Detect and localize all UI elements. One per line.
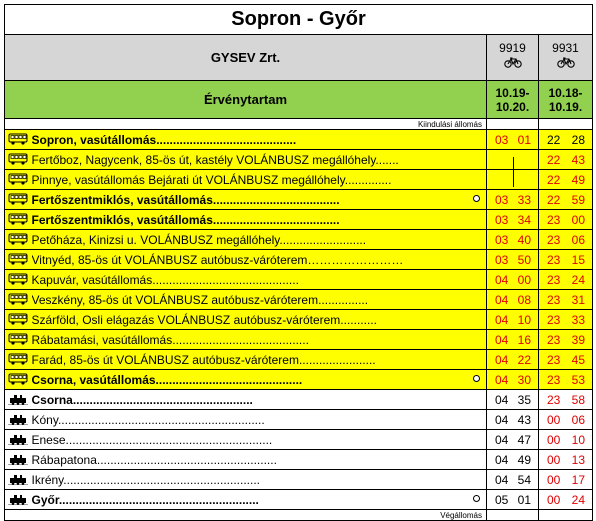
stop-name [32,390,487,410]
time-minute: 00 [517,272,531,287]
departure-time-train-1 [487,390,539,410]
departure-time-train-2 [539,330,593,350]
stop-row [5,370,593,390]
stop-name [32,450,487,470]
departure-time-train-2 [539,310,593,330]
time-minute: 35 [517,392,531,407]
time-hour: 23 [547,272,561,287]
time-hour: 22 [547,172,561,187]
stop-name-text: Farád, 85-ös út VOLÁNBUSZ autóbusz-váróterem....................... [31,352,376,367]
stop-row [5,470,593,490]
train-icon [5,470,32,490]
stop-name-text: Enese.............................................................. [31,432,273,447]
stop-name [32,430,487,450]
bus-icon [5,290,32,310]
time-minute: 08 [517,292,531,307]
stop-name [32,490,487,510]
stop-name [32,130,487,150]
stop-row [5,230,593,250]
bus-icon [5,250,32,270]
time-hour: 04 [495,292,509,307]
train-number-1: 9919 [487,35,539,81]
train-icon [5,430,32,450]
stop-row [5,410,593,430]
stop-name-text: Szárföld, Osli elágazás VOLÁNBUSZ autóbusz-váróterem........... [31,312,377,327]
departure-time-train-2 [539,270,593,290]
time-minute: 15 [571,252,586,267]
time-hour: 03 [495,252,509,267]
time-hour: 04 [495,452,509,467]
time-hour: 22 [547,132,561,147]
time-minute: 53 [571,372,586,387]
time-minute: 10 [571,432,586,447]
stop-row [5,290,593,310]
stop-name [32,330,487,350]
stop-name [32,210,487,230]
time-hour: 03 [495,132,509,147]
time-minute: 43 [571,152,586,167]
stop-name [32,170,487,190]
stop-row [5,390,593,410]
departure-time-train-1 [487,230,539,250]
departure-time-train-2 [539,210,593,230]
time-minute: 22 [517,352,531,367]
departure-time-train-2 [539,450,593,470]
departure-time-train-2 [539,350,593,370]
stop-name-text: Rábatamási, vasútállomás......................................... [31,332,309,347]
departure-time-train-2 [539,390,593,410]
stop-row [5,450,593,470]
time-hour: 23 [547,312,561,327]
time-minute: 30 [517,372,531,387]
stop-row [5,350,593,370]
stop-name-text: Rábapatona...................................................... [31,452,277,467]
stop-name [32,190,487,210]
time-hour: 04 [495,392,509,407]
time-minute: 16 [517,332,531,347]
stop-name [32,250,487,270]
time-hour: 04 [495,432,509,447]
time-hour: 03 [495,192,509,207]
stop-marker-icon [473,495,480,502]
time-minute: 31 [571,292,586,307]
stop-name [32,310,487,330]
bicycle-icon [557,57,575,68]
stop-name-text: Ikrény........................................................... [31,472,260,487]
stop-name-text: Kapuvár, vasútállomás............................................ [31,272,299,287]
departure-time-train-1 [487,250,539,270]
operator-name: GYSEV Zrt. [5,35,487,81]
stop-row [5,270,593,290]
bus-icon [5,130,32,150]
departure-time-train-1 [487,130,539,150]
stop-row [5,310,593,330]
time-hour: 04 [495,412,509,427]
departure-time-train-1 [487,370,539,390]
time-hour: 23 [547,232,561,247]
time-minute: 00 [571,212,586,227]
time-hour: 05 [495,492,509,507]
departure-time-train-2 [539,470,593,490]
time-minute: 06 [571,412,586,427]
time-hour: 04 [495,272,509,287]
bus-icon [5,150,32,170]
timetable-title: Sopron - Győr [5,5,593,35]
time-hour: 23 [547,352,561,367]
bus-icon [5,230,32,250]
time-minute: 28 [571,132,586,147]
departure-time-train-1 [487,330,539,350]
time-minute: 45 [571,352,586,367]
departure-note: Kiindulási állomás [5,119,487,130]
time-minute: 50 [517,252,531,267]
departure-time-train-1 [487,190,539,210]
time-hour: 00 [547,412,561,427]
bus-icon [5,170,32,190]
stop-row [5,430,593,450]
time-hour: 00 [547,472,561,487]
stop-name-text: Kóny.............................................................. [31,412,265,427]
time-hour: 00 [547,452,561,467]
stop-name [32,370,487,390]
stop-name-text: Petőháza, Kinizsi u. VOLÁNBUSZ megállóhely.......................... [31,232,367,247]
departure-time-train-2 [539,250,593,270]
stop-row [5,190,593,210]
time-hour: 03 [495,212,509,227]
stop-name-text: Csorna, vasútállomás............................................ [31,372,303,387]
stop-name-text: Győr............................................................ [31,492,259,507]
stop-row [5,130,593,150]
time-minute: 49 [571,172,586,187]
time-hour: 22 [547,152,561,167]
time-minute: 10 [517,312,531,327]
time-hour: 23 [547,392,561,407]
train-icon [5,490,32,510]
time-minute: 01 [517,132,531,147]
time-hour: 23 [547,372,561,387]
stop-name-text: Vitnyéd, 85-ös út VOLÁNBUSZ autóbusz-váróterem…………………… [31,252,404,267]
departure-time-train-1 [487,290,539,310]
stop-name-text: Csorna...................................................... [31,392,253,407]
departure-time-train-1 [487,310,539,330]
departure-time-train-2 [539,290,593,310]
departure-time-train-1 [487,210,539,230]
stop-name-text: Sopron, vasútállomás.......................................... [31,132,297,147]
time-minute: 43 [517,412,531,427]
time-hour: 23 [547,292,561,307]
departure-time-train-2 [539,430,593,450]
validity-train-1: 10.19- 10.20. [487,81,539,119]
timetable [4,4,593,521]
time-minute: 58 [571,392,586,407]
stop-name [32,150,487,170]
stop-marker-icon [473,375,480,382]
time-minute: 24 [571,272,586,287]
stop-row [5,170,593,190]
bus-icon [5,370,32,390]
time-hour: 23 [547,332,561,347]
time-minute: 33 [517,192,531,207]
time-hour: 04 [495,312,509,327]
bus-icon [5,270,32,290]
stop-row [5,490,593,510]
time-minute: 54 [517,472,531,487]
departure-time-train-1 [487,270,539,290]
stop-name [32,230,487,250]
stop-name-text: Fertőszentmiklós, vasútállomás...................................... [31,212,340,227]
stop-name-text: Fertőszentmiklós, vasútállomás...................................... [31,192,340,207]
time-minute: 17 [571,472,586,487]
time-hour: 23 [547,212,561,227]
stop-row [5,150,593,170]
departure-time-train-1 [487,350,539,370]
stop-name [32,270,487,290]
stop-name-text: Veszkény, 85-ös út VOLÁNBUSZ autóbusz-váróterem............... [31,292,369,307]
validity-train-2: 10.18- 10.19. [539,81,593,119]
time-hour: 04 [495,352,509,367]
bicycle-icon [504,57,522,68]
stop-name [32,470,487,490]
bus-icon [5,190,32,210]
stop-name-text: Pinnye, vasútállomás Bejárati út VOLÁNBUSZ megállóhely.............. [31,172,392,187]
bus-icon [5,330,32,350]
stop-name [32,350,487,370]
departure-time-train-1 [487,490,539,510]
time-minute: 34 [517,212,531,227]
time-minute: 39 [571,332,586,347]
train-icon [5,390,32,410]
departure-time-train-2 [539,150,593,170]
pass-through-line [513,157,514,187]
departure-time-train-1 [487,450,539,470]
bus-icon [5,350,32,370]
time-hour: 04 [495,332,509,347]
departure-time-train-2 [539,490,593,510]
time-hour: 00 [547,492,561,507]
time-minute: 06 [571,232,586,247]
stop-name [32,290,487,310]
departure-time-train-1 [487,470,539,490]
departure-time-train-2 [539,370,593,390]
departure-time-train-2 [539,190,593,210]
stop-row [5,330,593,350]
departure-time-train-2 [539,410,593,430]
departure-time-train-1 [487,430,539,450]
stop-row [5,210,593,230]
time-minute: 01 [517,492,531,507]
time-minute: 47 [517,432,531,447]
time-hour: 04 [495,472,509,487]
time-hour: 22 [547,192,561,207]
departure-time-train-2 [539,130,593,150]
time-minute: 13 [571,452,586,467]
departure-time-train-1 [487,410,539,430]
time-hour: 23 [547,252,561,267]
bus-icon [5,310,32,330]
stop-row [5,250,593,270]
stop-name-text: Fertőboz, Nagycenk, 85-ös út, kastély VOLÁNBUSZ megállóhely....... [31,152,399,167]
time-hour: 04 [495,372,509,387]
train-icon [5,410,32,430]
departure-time-train-2 [539,170,593,190]
stop-marker-icon [473,195,480,202]
time-minute: 40 [517,232,531,247]
time-minute: 59 [571,192,586,207]
time-minute: 33 [571,312,586,327]
departure-time-train-2 [539,230,593,250]
time-hour: 03 [495,232,509,247]
time-minute: 24 [571,492,586,507]
stop-name [32,410,487,430]
arrival-note: Végállomás [5,510,487,521]
time-minute: 49 [517,452,531,467]
train-number-2: 9931 [539,35,593,81]
time-hour: 00 [547,432,561,447]
validity-label: Érvénytartam [5,81,487,119]
bus-icon [5,210,32,230]
train-icon [5,450,32,470]
